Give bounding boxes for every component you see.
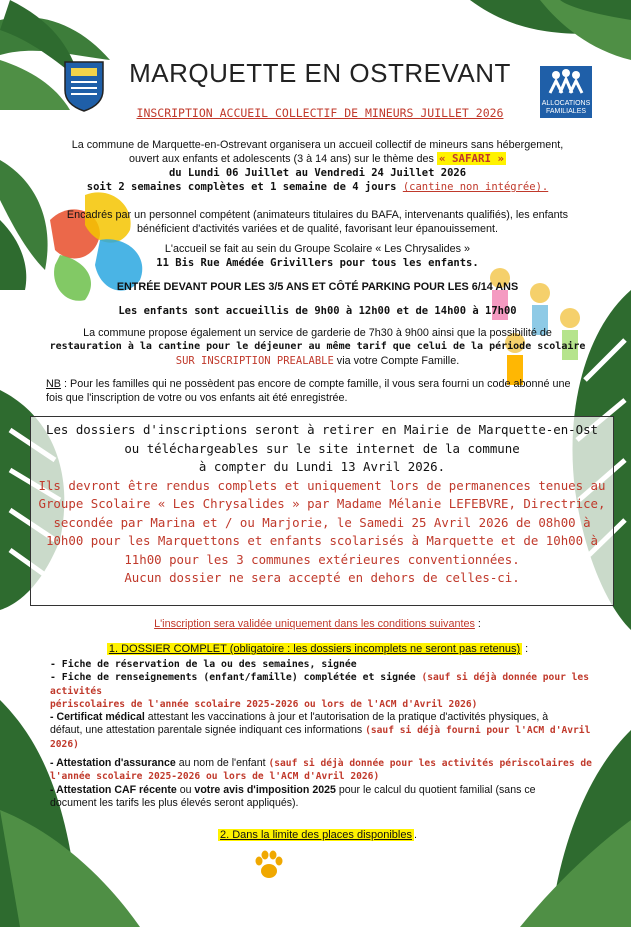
box-line-1: Les dossiers d'inscriptions seront à retirer en Mairie de Marquette-en-Ost — [45, 422, 599, 437]
staff-line-2: bénéficient d'activités variées et de qualité, favorisant leur épanouissement. — [137, 223, 498, 235]
daycare-block — [40, 326, 595, 368]
box-line-4: Ils devront être rendus complets et uniquement lors de permanences tenues au — [38, 477, 606, 493]
place-line-1: L'accueil se fait au sein du Groupe Scolaire « Les Chrysalides » — [164, 243, 471, 255]
caf-logo-text-1: ALLOCATIONS — [541, 100, 591, 107]
info-sheet-note-2: périscolaires de l'année scolaire 2025-2026 ou lors de l'ACM d'Avril 2026) — [50, 698, 478, 710]
box-line-9: Aucun dossier ne sera accepté en dehors de celles-ci. — [124, 570, 520, 585]
info-sheet-label: - Fiche de renseignements (enfant/famille) complétée et signée — [50, 672, 416, 684]
nb-line-2: fois que l'inscription de votre ou vos enfants ait été enregistrée. — [46, 392, 348, 404]
conditions-heading-colon: : — [474, 618, 481, 630]
intro-line-2-text: ouvert aux enfants et adolescents (3 à 14 ans) sur le thème des — [129, 153, 437, 165]
theme-safari: « SAFARI » — [438, 152, 504, 165]
caf-logo — [540, 66, 592, 118]
section-2-dot: . — [414, 829, 417, 841]
list-item-reservation: - Fiche de réservation de la ou des semaines, signée — [50, 659, 357, 670]
intro-weeks-text: soit 2 semaines complètes et 1 semaine de 4 jours — [86, 181, 403, 193]
staff-block — [40, 208, 595, 236]
daycare-line-3 — [40, 354, 595, 368]
insurance-note-2: l'année scolaire 2025-2026 ou lors de l'ACM d'Avril 2026) — [50, 771, 380, 783]
entrance-info: ENTRÉE DEVANT POUR LES 3/5 ANS ET CÔTÉ PARKING POUR LES 6/14 ANS — [116, 281, 519, 293]
dossier-info-box — [30, 416, 614, 606]
list-item-medical — [50, 711, 610, 724]
medical-line-2 — [50, 724, 610, 737]
box-line-6: secondée par Marina et / ou Marjorie, le Samedi 25 Avril 2026 de 08h00 à — [53, 514, 591, 530]
insurance-note-1: (sauf si déjà donnée pour les activités périscolaires de — [268, 758, 592, 770]
info-sheet-note-1: (sauf si déjà donnée pour les activités — [50, 672, 589, 697]
intro-block — [40, 138, 595, 194]
box-line-5: Groupe Scolaire « Les Chrysalides » par Madame Mélanie LEFEBVRE, Directrice, — [38, 496, 606, 511]
medical-note-1: (sauf si déjà fourni pour l'ACM d'Avril — [365, 725, 591, 737]
medical-note-2: 2026) — [50, 738, 79, 750]
insurance-label: - Attestation d'assurance — [50, 757, 176, 770]
caf-label: - Attestation CAF récente — [50, 783, 177, 796]
town-title: MARQUETTE EN OSTREVANT — [129, 58, 511, 88]
daycare-line-1: La commune propose également un service de garderie de 7h30 à 9h00 ainsi que la possibilité de — [83, 327, 552, 339]
section-1-colon: : — [522, 643, 529, 655]
registration-subtitle: INSCRIPTION ACCUEIL COLLECTIF DE MINEURS JUILLET 2026 — [136, 106, 504, 120]
box-line-7: 10h00 pour les Marquettons et enfants scolarisés à Marquette et de 10h00 à — [45, 533, 599, 548]
daycare-line-3-rest: via votre Compte Famille. — [333, 355, 460, 367]
intro-weeks — [40, 180, 595, 194]
caf-text-1: pour le calcul du quotient familial (sans ce — [335, 783, 536, 796]
box-line-2: ou téléchargeables sur le site internet de la commune — [124, 440, 520, 456]
paw-print-icon — [252, 848, 286, 882]
list-item-insurance — [50, 757, 610, 770]
conditions-heading-text: L'inscription sera validée uniquement dans les conditions suivantes — [154, 618, 475, 630]
intro-line-1: La commune de Marquette-en-Ostrevant organisera un accueil collectif de mineurs sans hébergement, — [71, 139, 564, 151]
medical-label: - Certificat médical — [50, 711, 145, 724]
prior-registration: SUR INSCRIPTION PREALABLE — [175, 355, 334, 367]
section-1-title: 1. DOSSIER COMPLET (obligatoire : les dossiers incomplets ne seront pas retenus) — [108, 643, 521, 655]
box-line-8: 11h00 pour les 3 communes extérieures conventionnées. — [124, 551, 520, 567]
town-coat-of-arms-icon — [63, 60, 105, 112]
staff-line-1: Encadrés par un personnel compétent (animateurs titulaires du BAFA, intervenants qualifiés), les enfants — [66, 209, 569, 221]
conditions-heading — [40, 617, 595, 631]
list-item-info-sheet — [50, 671, 610, 698]
conditions-list — [50, 658, 610, 810]
nb-label: NB — [46, 378, 61, 390]
nb-line-1-text: : Pour les familles qui ne possèdent pas encore de compte famille, il vous sera fourni un code abonné une — [61, 378, 571, 390]
nb-line-1 — [46, 377, 606, 391]
medical-text-2: défaut, une attestation parentale signée indiquant ces informations — [50, 724, 366, 737]
daycare-line-2: restauration à la cantine pour le déjeuner au même tarif que celui de la période scolaire — [49, 341, 586, 352]
place-block — [40, 242, 595, 270]
intro-dates: du Lundi 06 Juillet au Vendredi 24 Juillet 2026 — [168, 167, 467, 179]
caf-text-2: document les tarifs les plus élevés seront appliqués). — [50, 796, 299, 809]
tax-notice-label: votre avis d'imposition 2025 — [194, 783, 336, 796]
section-1-heading — [40, 642, 595, 656]
insurance-text: au nom de l'enfant — [175, 757, 269, 770]
nb-block — [46, 377, 606, 405]
box-line-3: à compter du Lundi 13 Avril 2026. — [198, 459, 446, 474]
place-line-2: 11 Bis Rue Amédée Grivillers pour tous les enfants. — [156, 257, 479, 269]
intro-line-2 — [40, 152, 595, 166]
intro-canteen: (cantine non intégrée). — [402, 181, 549, 193]
medical-text-1: attestant les vaccinations à jour et l'autorisation de la pratique d'activités physiques, à — [144, 711, 549, 724]
section-2-title: 2. Dans la limite des places disponibles — [220, 829, 412, 841]
caf-logo-text-2: FAMILIALES — [545, 108, 587, 115]
opening-hours: Les enfants sont accueillis de 9h00 à 12h00 et de 14h00 à 17h00 — [118, 305, 517, 317]
section-2-heading — [40, 828, 595, 842]
list-item-caf — [50, 784, 610, 797]
caf-or: ou — [176, 783, 195, 796]
caf-family-icon — [546, 69, 586, 95]
